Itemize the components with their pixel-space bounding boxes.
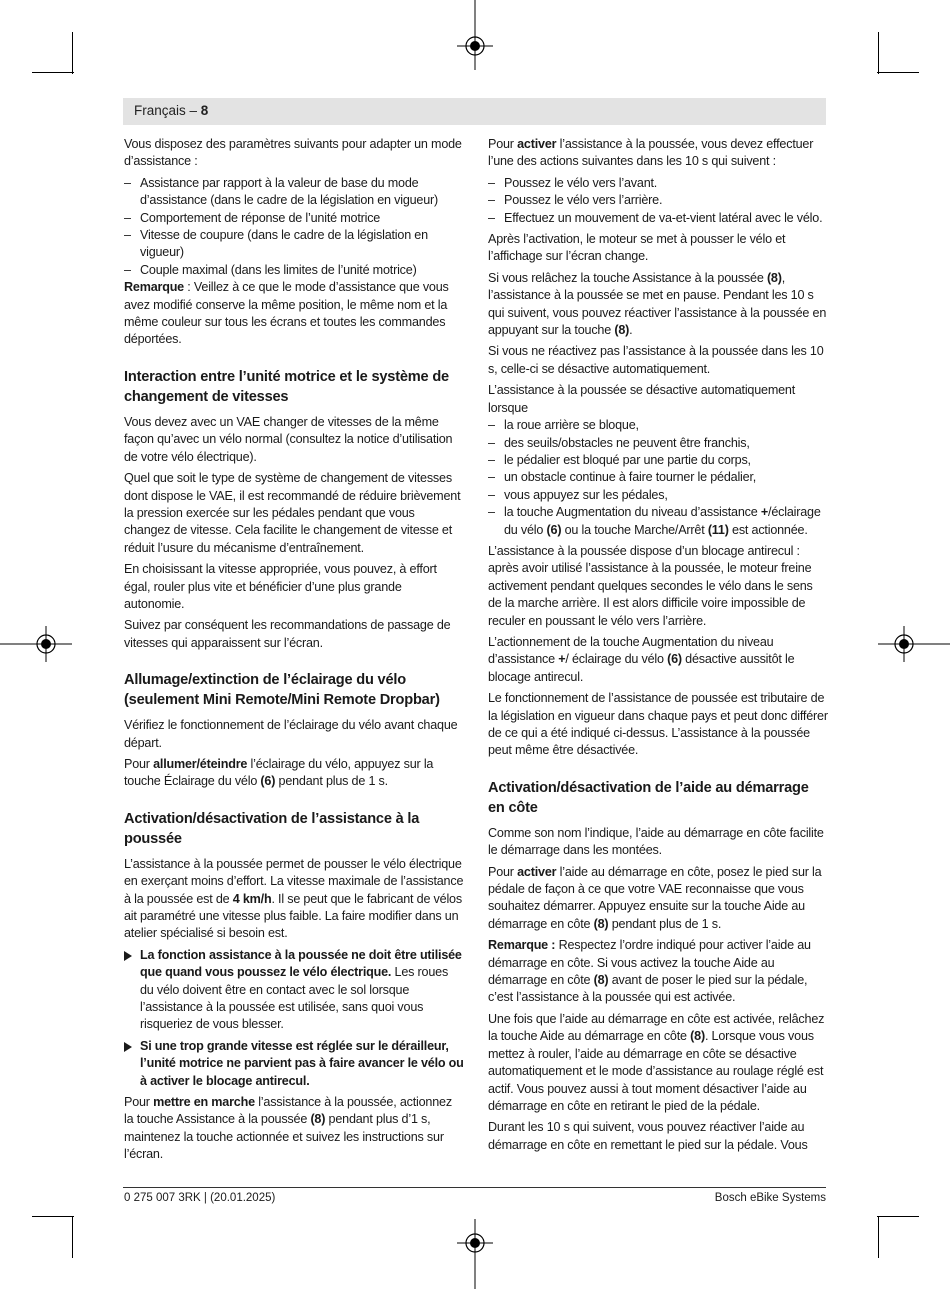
- remark-label: Remarque :: [488, 938, 556, 953]
- warning-arrow-icon: [124, 1042, 132, 1052]
- paragraph: Quel que soit le type de système de changement de vitesses dont dispose le VAE, il est recommandé de réduire brièvement la pression exercée sur les pédales pendant que vous changez de vitesse. Cela facilite le changement de vitesse et réduit l’usure du mécanisme d’entraînement.: [124, 471, 461, 555]
- registration-mark-icon: [455, 1219, 495, 1289]
- paragraph: Durant les 10 s qui suivent, vous pouvez réactiver l’aide au démarrage en côte en remettant le pied sur la pédale. Vous: [488, 1120, 808, 1152]
- warning-text: Les roues du vélo doivent être en contact avec le sol lorsque l’assistance à la poussée est utilisée, sans quoi vous risqueriez de vous blesser.: [140, 965, 449, 1032]
- paragraph: L’assistance à la poussée se désactive automatiquement lorsque: [488, 383, 796, 415]
- reference-number: (8): [593, 973, 609, 988]
- text: ou la touche Marche/Arrêt: [561, 522, 708, 537]
- paragraph: [124, 756, 464, 791]
- text: l’aide au démarrage en côte, posez le pied sur la pédale de façon à ce que votre VAE reconnaisse que vous souhaitez démarrer. Appuyez ensuite sur la touche Aide au démarrage en côte: [488, 864, 822, 931]
- text: /éclairage du vélo: [504, 505, 821, 537]
- text: désactive aussitôt le blocage antirecul.: [488, 652, 795, 684]
- crop-mark: [877, 1216, 919, 1217]
- paragraph: [124, 1094, 464, 1164]
- section-heading-hill-start: Activation/désactivation de l’aide au démarrage en côte: [488, 779, 809, 816]
- bold-text: 4 km/h: [232, 891, 272, 906]
- paragraph: Vérifiez le fonctionnement de l’éclairage du vélo avant chaque départ.: [124, 718, 458, 750]
- reference-number: (8): [310, 1112, 326, 1127]
- reference-number: (6): [546, 522, 562, 537]
- text: Pour: [488, 864, 518, 879]
- text: pendant plus d’1 s, maintenez la touche actionnée et suivez les instructions sur l’écran.: [124, 1112, 444, 1162]
- paragraph: L’assistance à la poussée dispose d’un blocage antirecul : après avoir utilisé l’assistance à la poussée, le moteur freine activement pendant quelques secondes le vélo dans le sens de la marche arrière. Il est alors difficile voire impossible de reculer en poussant le vélo vers l’arrière.: [488, 543, 813, 628]
- crop-mark: [32, 1216, 74, 1217]
- crop-mark: [72, 32, 73, 74]
- paragraph: Après l’activation, le moteur se met à pousser le vélo et l’affichage sur l’écran change.: [488, 232, 786, 264]
- list-item: – la roue arrière se bloque,: [488, 417, 828, 434]
- reference-number: (11): [707, 522, 729, 537]
- paragraph: [488, 270, 828, 340]
- paragraph: [124, 856, 464, 943]
- text: l’assistance à la poussée, actionnez la touche Assistance à la poussée: [124, 1095, 452, 1127]
- paragraph: Le fonctionnement de l’assistance de poussée est tributaire de la législation en vigueur dans chaque pays et peut donc différer de ce qui a été indiqué ci-dessus. L’assistance à la poussée peut même être désactivée.: [488, 691, 828, 758]
- list-item: – un obstacle continue à faire tourner le pédalier,: [488, 469, 828, 486]
- list-item: – le pédalier est bloqué par une partie du corps,: [488, 452, 828, 469]
- bold-text: +: [760, 505, 769, 520]
- list-item: – des seuils/obstacles ne peuvent être franchis,: [488, 435, 828, 452]
- warning-item: [124, 1038, 464, 1090]
- warning-bold-text: La fonction assistance à la poussée ne doit être utilisée que quand vous poussez le vélo électrique.: [140, 947, 462, 980]
- page-header: [123, 98, 826, 125]
- activation-list: [488, 175, 828, 227]
- document-reference: 0 275 007 3RK | (20.01.2025): [124, 1192, 276, 1204]
- section-heading-gears: Interaction entre l’unité motrice et le système de changement de vitesses: [124, 368, 449, 405]
- text: Pour: [488, 137, 518, 151]
- list-item: – Poussez le vélo vers l’arrière.: [488, 192, 828, 209]
- reference-number: (8): [593, 916, 609, 931]
- warning-item: [124, 947, 464, 1034]
- text: est actionnée.: [728, 522, 808, 537]
- text: .: [629, 323, 633, 338]
- crop-mark: [877, 72, 919, 73]
- paragraph: [488, 864, 828, 934]
- bold-text: activer: [517, 864, 557, 879]
- paragraph: Si vous ne réactivez pas l’assistance à la poussée dans les 10 s, celle-ci se désactive automatiquement.: [488, 344, 824, 376]
- remark-text: : Veillez à ce que le mode d’assistance que vous avez modifié conserve la même position, le même nom et la même couleur sur tous les écrans et toutes les commandes déportées.: [124, 280, 449, 347]
- text: pendant plus de 1 s.: [608, 916, 722, 931]
- page-header-text: [134, 103, 208, 118]
- bold-text: mettre en marche: [153, 1095, 255, 1110]
- params-list: [124, 175, 464, 279]
- paragraph: [488, 136, 828, 171]
- text: Si vous relâchez la touche Assistance à la poussée: [488, 270, 767, 285]
- crop-mark: [32, 72, 74, 73]
- auto-deactivation-list: [488, 417, 828, 539]
- reference-number: (6): [667, 652, 682, 667]
- text: l’assistance à la poussée, vous devez effectuer l’une des actions suivantes dans les 10 s qui suivent :: [488, 137, 814, 169]
- crop-mark: [878, 1216, 879, 1258]
- text: L’actionnement de la touche Augmentation du niveau d’assistance: [488, 634, 774, 667]
- warning-arrow-icon: [124, 951, 132, 961]
- brand-name: Bosch eBike Systems: [714, 1192, 826, 1204]
- text: Pour: [124, 756, 154, 771]
- list-item: – Assistance par rapport à la valeur de base du mode d’assistance (dans le cadre de la législation en vigueur): [124, 175, 464, 210]
- warning-bold-text: Si une trop grande vitesse est réglée sur le dérailleur, l’unité motrice ne parvient pas à faire avancer le vélo ou à activer le blocage antirecul.: [140, 1038, 464, 1088]
- remark-label: Remarque: [124, 280, 184, 295]
- text: la touche Augmentation du niveau d’assistance: [504, 505, 761, 520]
- crop-mark: [878, 32, 879, 74]
- header-language: Français: [134, 103, 186, 118]
- list-item: [488, 504, 828, 539]
- text: / éclairage du vélo: [565, 652, 668, 667]
- paragraph: En choisissant la vitesse appropriée, vous pouvez, à effort égal, rouler plus vite et bénéficier d’une plus grande autonomie.: [124, 562, 437, 611]
- registration-mark-icon: [878, 624, 950, 664]
- paragraph: Vous devez avec un VAE changer de vitesses de la même façon qu’avec un vélo normal (consultez la notice d’utilisation de votre vélo électrique).: [124, 414, 453, 464]
- reference-number: (8): [766, 270, 782, 285]
- paragraph: [488, 634, 828, 686]
- text: l’éclairage du vélo, appuyez sur la touche Éclairage du vélo: [124, 756, 434, 789]
- paragraph: [488, 1011, 828, 1115]
- text: pendant plus de 1 s.: [275, 774, 388, 789]
- text: , l’assistance à la poussée se met en pause. Pendant les 10 s qui suivent, vous pouvez réactiver l’assistance à la poussée en appuyant sur la touche: [488, 270, 827, 338]
- list-item: – Comportement de réponse de l’unité motrice: [124, 210, 464, 227]
- intro-paragraph: Vous disposez des paramètres suivants pour adapter un mode d’assistance :: [124, 137, 462, 169]
- text: Une fois que l’aide au démarrage en côte est activée, relâchez la touche Aide au démarrage en côte: [488, 1011, 825, 1044]
- paragraph: Comme son nom l’indique, l’aide au démarrage en côte facilite le démarrage dans les montées.: [488, 825, 824, 858]
- text: Respectez l’ordre indiqué pour activer l’aide au démarrage en côte. Si vous activez la touche Aide au démarrage en côte: [488, 938, 811, 988]
- list-item: – vous appuyez sur les pédales,: [488, 487, 828, 504]
- text: . Il se peut que le fabricant de vélos ait paramétré une vitesse plus faible. La faire modifier dans un atelier spécialisé si besoin est.: [124, 891, 462, 941]
- text: avant de poser le pied sur la pédale, c’est l’assistance à la poussée qui est activée.: [488, 973, 808, 1005]
- crop-mark: [72, 1216, 73, 1258]
- registration-mark-icon: [0, 624, 72, 664]
- list-item: – Couple maximal (dans les limites de l’unité motrice): [124, 262, 464, 279]
- reference-number: (8): [690, 1029, 705, 1044]
- remark-paragraph: [124, 279, 464, 349]
- section-heading-push-assist: Activation/désactivation de l’assistance à la poussée: [124, 810, 420, 847]
- header-separator: –: [185, 103, 201, 118]
- text: L’assistance à la poussée permet de pousser le vélo électrique en exerçant moins d’effort. La vitesse maximale de l’assistance à la poussée est de: [124, 856, 464, 906]
- list-item: – Vitesse de coupure (dans le cadre de la législation en vigueur): [124, 227, 464, 262]
- section-heading-lighting: Allumage/extinction de l’éclairage du vélo (seulement Mini Remote/Mini Remote Dropbar): [124, 672, 440, 709]
- footer-divider: [123, 1187, 826, 1188]
- bold-text: activer: [517, 137, 557, 151]
- reference-number: (8): [614, 323, 630, 338]
- reference-number: (6): [260, 774, 276, 789]
- paragraph: Suivez par conséquent les recommandations de passage de vitesses qui apparaissent sur l’écran.: [124, 618, 451, 650]
- text: Pour: [124, 1095, 154, 1110]
- page-number: 8: [200, 103, 209, 118]
- left-column: [124, 136, 464, 1168]
- text: . Lorsque vous vous mettez à rouler, l’aide au démarrage en côte se désactive automatiquement et le mode d’assistance au roulage réglé est actif. Vous pouvez aussi à tout moment désactiver l’aide au démarrage en côte en retirant le pied de la pédale.: [488, 1029, 824, 1113]
- right-column: [488, 136, 828, 1158]
- registration-mark-icon: [455, 0, 495, 70]
- list-item: – Effectuez un mouvement de va-et-vient latéral avec le vélo.: [488, 210, 828, 227]
- paragraph: [488, 937, 828, 1007]
- bold-text: +: [558, 652, 566, 667]
- list-item: – Poussez le vélo vers l’avant.: [488, 175, 828, 192]
- bold-text: allumer/éteindre: [153, 756, 248, 771]
